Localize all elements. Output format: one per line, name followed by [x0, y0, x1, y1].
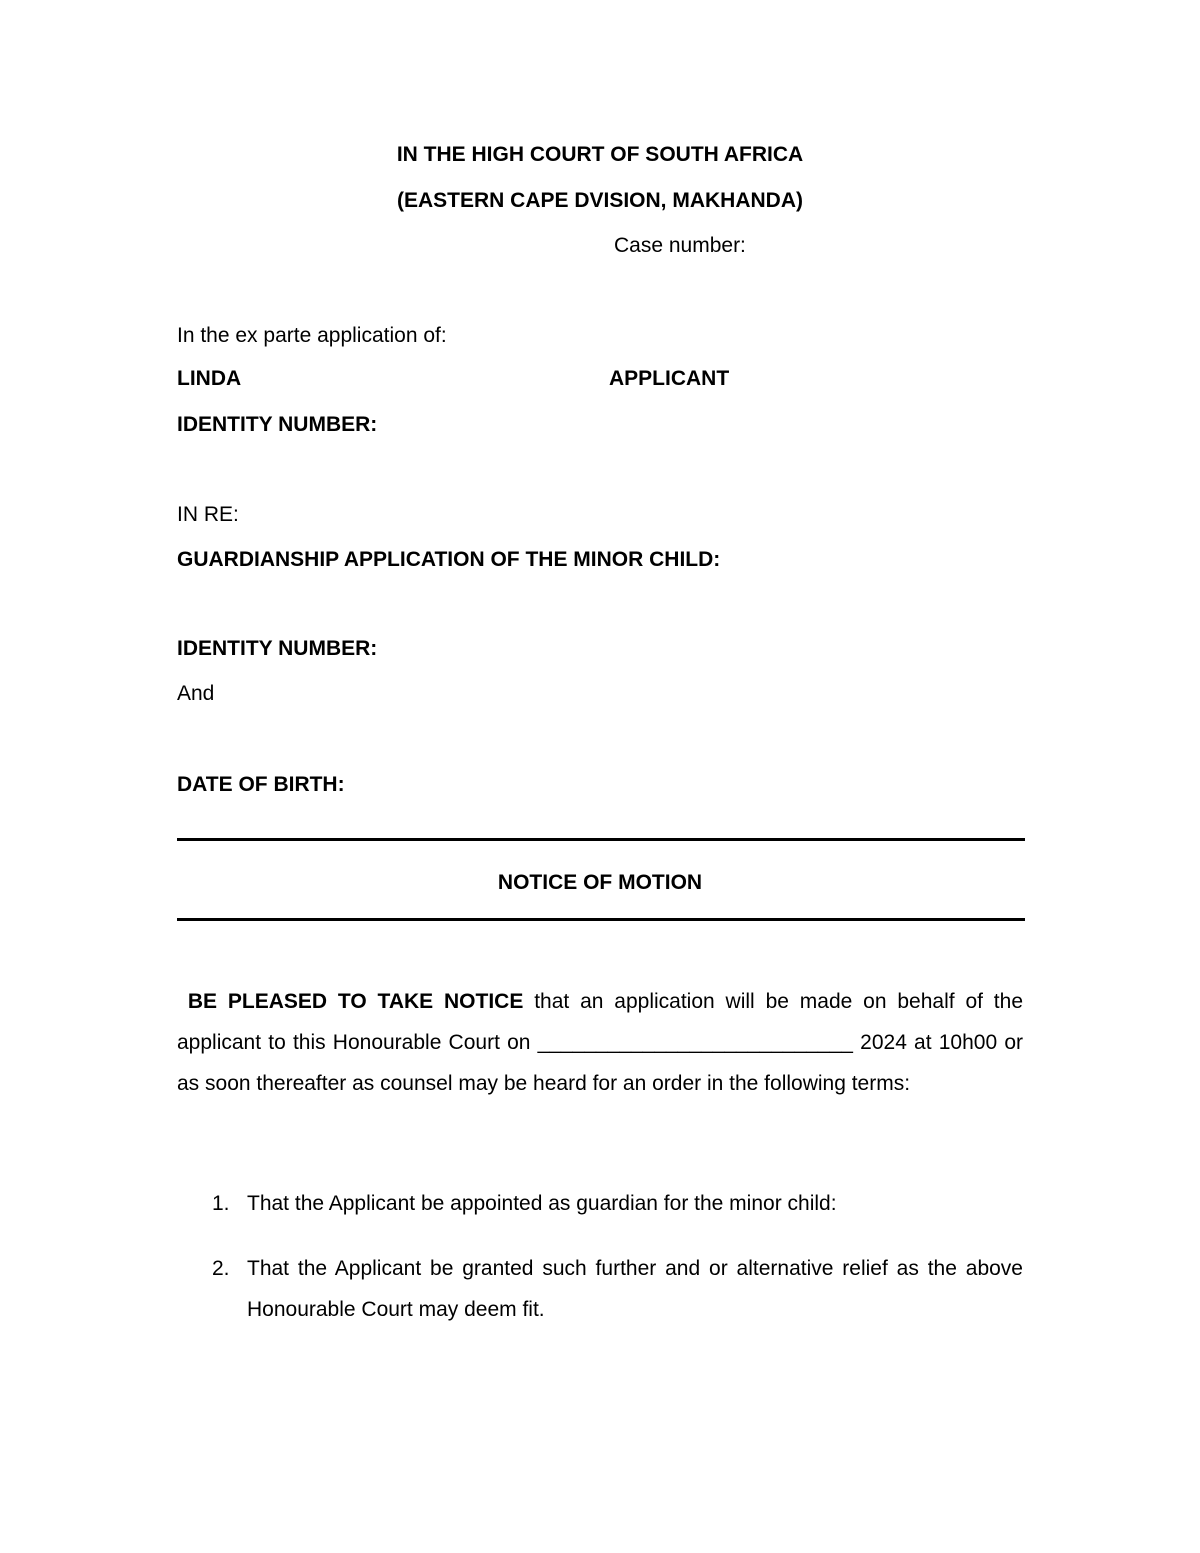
in-re-label: IN RE: — [177, 503, 239, 526]
guardianship-label: GUARDIANSHIP APPLICATION OF THE MINOR CHILD: — [177, 548, 721, 571]
court-title: IN THE HIGH COURT OF SOUTH AFRICA — [396, 143, 804, 166]
notice-title: NOTICE OF MOTION — [497, 871, 703, 894]
list-item-number: 2. — [212, 1257, 230, 1280]
court-division: (EASTERN CAPE DVISION, MAKHANDA) — [396, 189, 803, 212]
applicant-id-label: IDENTITY NUMBER: — [177, 413, 378, 436]
dob-label: DATE OF BIRTH: — [177, 773, 345, 796]
applicant-name: LINDA — [177, 367, 242, 390]
notice-intro-bold: BE PLEASED TO TAKE NOTICE — [187, 990, 524, 1013]
case-number-label: Case number: — [614, 234, 746, 257]
notice-paragraph — [177, 981, 1023, 1104]
list-item-text: That the Applicant be granted such further and or alternative relief as the above Honourable Court may deem fit. — [247, 1257, 1023, 1321]
notice-intro-text: that an application will be made on behalf of the applicant to this Honourable Court on ___________________________ 2024 at 10h00 or as soon thereafter as counsel may be heard for an order in the following terms: — [177, 990, 1023, 1095]
list-item-number: 1. — [212, 1192, 230, 1215]
ex-parte-label: In the ex parte application of: — [177, 324, 447, 347]
list-item-text: That the Applicant be appointed as guardian for the minor child: — [247, 1192, 837, 1215]
applicant-role: APPLICANT — [609, 367, 730, 390]
bottom-divider — [177, 918, 1025, 921]
child-id-label: IDENTITY NUMBER: — [177, 637, 378, 660]
and-label: And — [177, 682, 215, 705]
list-item — [177, 1248, 1023, 1330]
list-item — [177, 1183, 1023, 1224]
top-divider — [177, 838, 1025, 841]
